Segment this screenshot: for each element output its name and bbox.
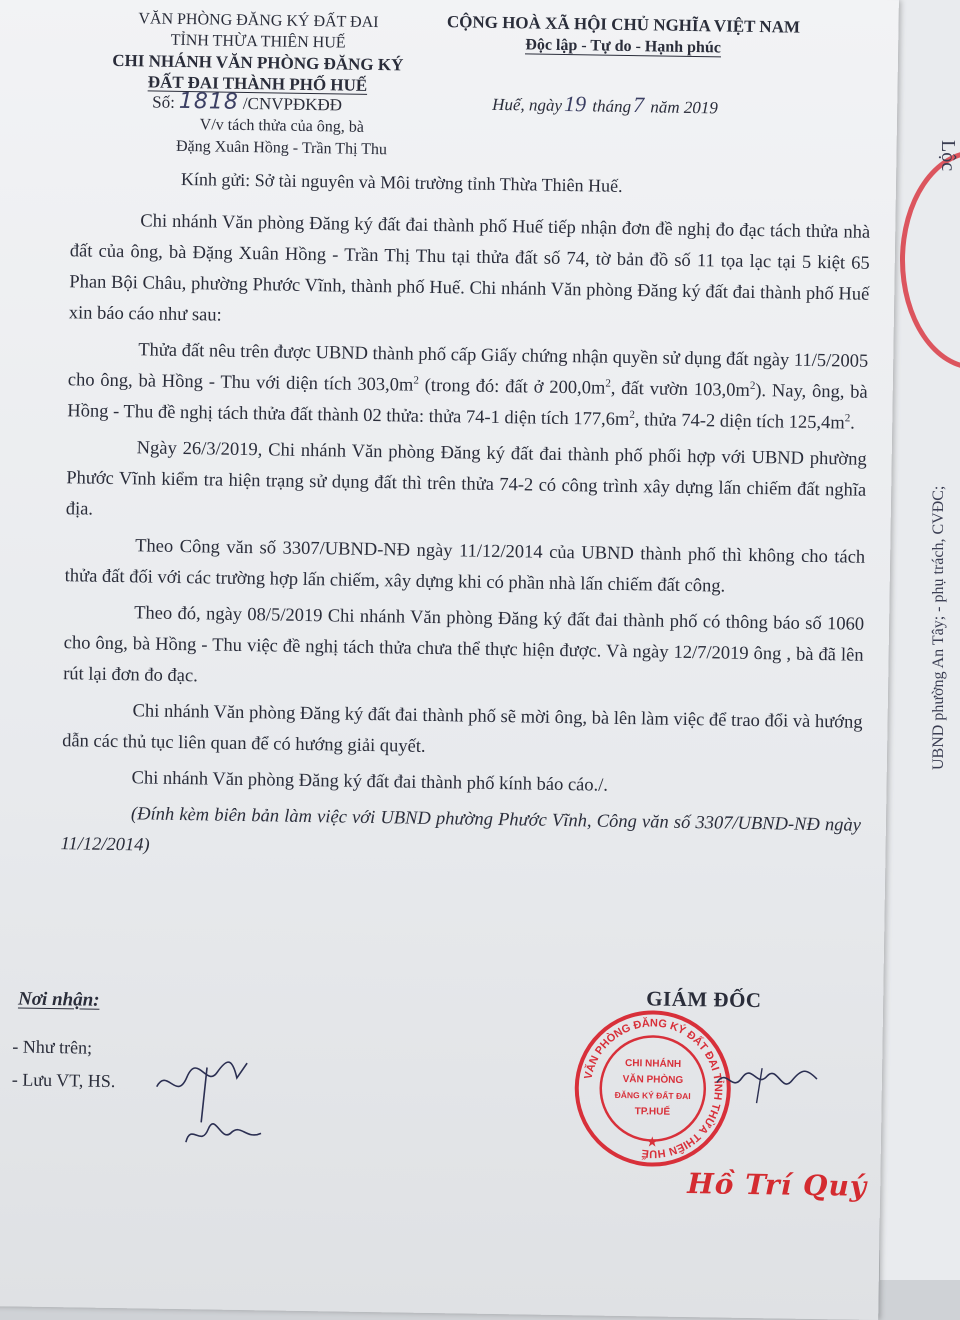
recipients-title: Nơi nhận: — [17, 988, 100, 1011]
svg-text:VĂN PHÒNG: VĂN PHÒNG — [622, 1074, 684, 1086]
recipient-item: - Lưu VT, HS. — [11, 1069, 116, 1092]
issuing-agency-header — [92, 8, 423, 97]
signer-name: Hồ Trí Quý — [687, 1167, 868, 1203]
recipients-list — [12, 1030, 117, 1098]
svg-text:CHI NHÁNH: CHI NHÁNH — [625, 1058, 682, 1070]
body-paragraph: Chi nhánh Văn phòng Đăng ký đất đai thành phố sẽ mời ông, bà lên làm việc để trao đổi và hướng dẫn các thủ tục liên quan để có hướng giải quyết. — [61, 701, 863, 757]
body-paragraph-area: Thửa đất nêu trên được UBND thành phố cấp Giấy chứng nhận quyền sử dụng đất ngày 11/5/2005 cho ông, bà Hồng - Thu với diện tích $303,0m^2$ (trong đó: đất ở $200,0m^2$, đất vườn $103,0m^2$). Nay, ông, bà Hồng - Thu đề nghị tách thửa đất thành 02 thửa: thửa 74-1 diện tích $177,6m^2$, thửa 74-2 diện tích $125,4m^2$. — [67, 340, 869, 434]
agency-line-2: TỈNH THỪA THIÊN HUẾ — [170, 31, 346, 52]
attachment-note: (Đính kèm biên bản làm việc với UBND phường Phước Vĩnh, Công văn số 3307/UBND-NĐ ngày 11/12/2014) — [60, 804, 862, 856]
seal-star-icon: ★ — [645, 1135, 659, 1151]
body-paragraph: Ngày 26/3/2019, Chi nhánh Văn phòng Đăng ký đất đai thành phố phối hợp với UBND phường Phước Vĩnh kiểm tra hiện trạng sử dụng đất thì trên thửa 74-2 có công trình xây dựng lấn chiếm đất nghĩa địa. — [65, 438, 867, 520]
agency-line-1: VĂN PHÒNG ĐĂNG KÝ ĐẤT ĐAI — [138, 10, 379, 32]
signer-title: GIÁM ĐỐC — [645, 986, 762, 1013]
national-header — [423, 11, 824, 61]
agency-line-3: CHI NHÁNH VĂN PHÒNG ĐĂNG KÝ — [112, 50, 404, 75]
body-paragraph: Chi nhánh Văn phòng Đăng ký đất đai thành phố Huế tiếp nhận đơn đề nghị đo đạc tách thửa nhà đất của ông, bà Đặng Xuân Hồng - Trần Thị Thu tại thửa đất số 74, tờ bản đồ số 11 tọa lạc tại 5 kiệt 65 Phan Bội Châu, phường Phước Vĩnh, thành phố Huế. Chi nhánh Văn phòng Đăng ký đất đai thành phố Huế xin báo cáo như sau: — [68, 211, 871, 326]
body-paragraph: Chi nhánh Văn phòng Đăng ký đất đai thành phố kính báo cáo./. — [131, 768, 609, 796]
svg-text:ĐĂNG KÝ ĐẤT ĐAI: ĐĂNG KÝ ĐẤT ĐAI — [614, 1089, 691, 1102]
recipient-line: Kính gửi: Sở tài nguyên và Môi trường tỉnh Thừa Thiên Huế. — [180, 168, 623, 196]
svg-text:VĂN PHÒNG ĐĂNG KÝ ĐẤT ĐAI TỈNH: VĂN PHÒNG ĐĂNG KÝ ĐẤT ĐAI TỈNH THỪA THIÊN HUẾ — [582, 1017, 724, 1160]
handwritten-month: 7 — [632, 92, 645, 118]
handwritten-number: 1818 — [178, 88, 240, 115]
recipient-item: - Như trên; — [12, 1036, 93, 1058]
director-signature — [711, 1057, 822, 1109]
date-line: Huế, ngày19 tháng7 năm 2019 — [492, 90, 718, 118]
body-paragraph: Theo đó, ngày 08/5/2019 Chi nhánh Văn phòng Đăng ký đất đai thành phố có thông báo số 1060 cho ông, bà Hồng - Thu việc đề nghị tách thửa chưa thể thực hiện được. Và ngày 12/7/2019 ông , bà đã lên rút lại đơn đo đạc. — [63, 603, 865, 687]
underlying-sheet-word: Lộc — [937, 140, 959, 172]
svg-text:TP.HUẾ: TP.HUẾ — [634, 1106, 671, 1118]
national-title: CỘNG HOÀ XÃ HỘI CHỦ NGHĨA VIỆT NAM — [446, 12, 801, 37]
document-number: Số: 1818 /CNVPĐKĐĐ — [152, 88, 343, 115]
national-motto: Độc lập - Tự do - Hạnh phúc — [525, 36, 722, 57]
body-paragraph: Theo Công văn số 3307/UBND-NĐ ngày 11/12/2014 của UBND thành phố thì không cho tách thửa đất đối với các trường hợp lấn chiếm, xây dựng khi có phần nhà lấn chiếm đất công. — [64, 536, 866, 597]
handwritten-day: 19 — [563, 90, 587, 117]
underlying-sheet-note: UBND phường An Tây; - phụ trách, CVĐC; — [930, 485, 947, 770]
agency-line-4: ĐẤT ĐAI THÀNH PHỐ HUẾ — [147, 72, 368, 95]
handwritten-initials — [146, 1047, 268, 1159]
document-body — [60, 205, 870, 877]
document-subject: V/v tách thửa của ông, bà Đặng Xuân Hồng - Trần Thị Thu — [175, 116, 388, 159]
